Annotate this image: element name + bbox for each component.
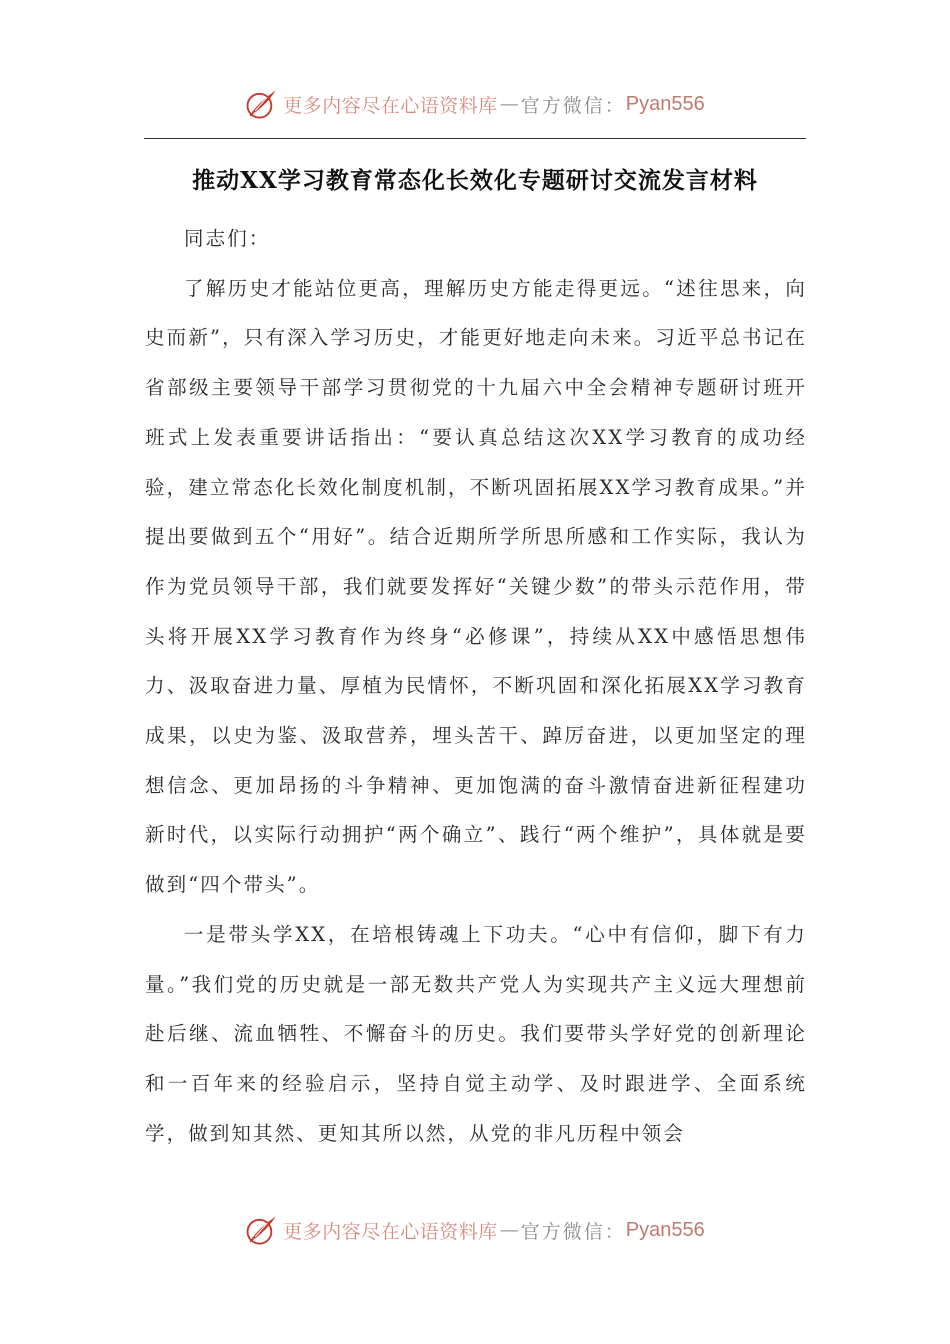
salutation: 同志们： [184, 227, 271, 250]
document-body [145, 214, 807, 1158]
banner-brand-text: 更多内容尽在心语资料库 [283, 94, 498, 117]
banner-separator: — [499, 1219, 519, 1241]
banner-official-label: 官方微信： [520, 1220, 626, 1243]
banner-separator: — [499, 93, 519, 115]
header-banner [0, 84, 950, 124]
banner-wechat-id: Pyan556 [625, 92, 705, 115]
banner-official-label: 官方微信： [520, 94, 626, 117]
header-divider [144, 138, 806, 139]
banner-brand-text: 更多内容尽在心语资料库 [283, 1220, 498, 1243]
banner-wechat-id: Pyan556 [625, 1218, 705, 1241]
footer-banner [0, 1210, 950, 1250]
paragraph-2: 一是带头学XX，在培根铸魂上下功夫。“心中有信仰，脚下有力量。”我们党的历史就是一部无数共产党人为实现共产主义远大理想前赴后继、流血牺牲、不懈奋斗的历史。我们要带头学好党的创新理论和一百年来的经验启示，坚持自觉主动学、及时跟进学、全面系统学，做到知其然、更知其所以然，从党的非凡历程中领会 [145, 922, 807, 1145]
quill-pen-logo-icon [245, 1213, 279, 1247]
document-title: 推动XX学习教育常态化长效化专题研讨交流发言材料 [192, 167, 758, 194]
paragraph-1: 了解历史才能站位更高，理解历史方能走得更远。“述往思来，向史而新”，只有深入学习历史，才能更好地走向未来。习近平总书记在省部级主要领导干部学习贯彻党的十九届六中全会精神专题研讨班开班式上发表重要讲话指出：“要认真总结这次XX学习教育的成功经验，建立常态化长效化制度机制，不断巩固拓展XX学习教育成果。”并提出要做到五个“用好”。结合近期所学所思所感和工作实际，我认为作为党员领导干部，我们就要发挥好“关键少数”的带头示范作用，带头将开展XX学习教育作为终身“必修课”，持续从XX中感悟思想伟力、汲取奋进力量、厚植为民情怀，不断巩固和深化拓展XX学习教育成果，以史为鉴、汲取营养，埋头苦干、踔厉奋进，以更加坚定的理想信念、更加昂扬的斗争精神、更加饱满的奋斗激情奋进新征程建功新时代，以实际行动拥护“两个确立”、践行“两个维护”，具体就是要做到“四个带头”。 [145, 276, 807, 897]
quill-pen-logo-icon [245, 87, 279, 121]
